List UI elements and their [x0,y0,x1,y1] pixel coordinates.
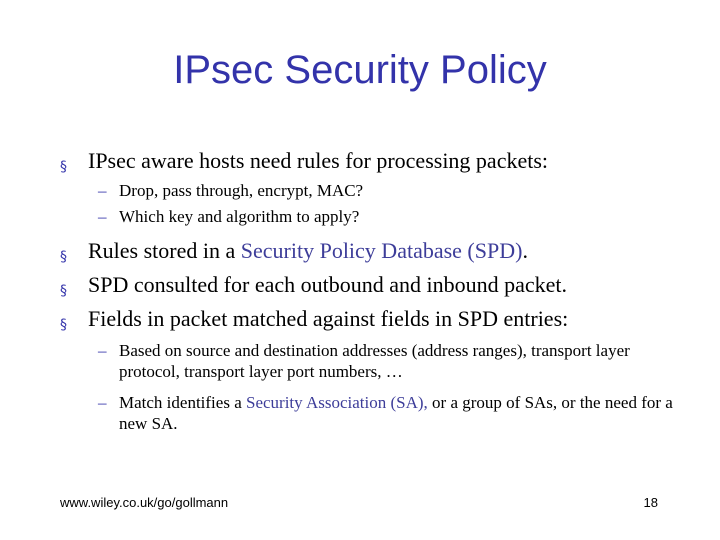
bullet-text [88,238,528,264]
sub-bullet-text-pre: Match identifies a [119,393,246,412]
sub-bullet-mark: – [98,181,107,200]
bullet-text: IPsec aware hosts need rules for processing packets: [88,148,549,173]
sub-bullet-4-1 [98,340,688,382]
sub-bullet-text [119,392,688,434]
spd-highlight: Security Policy Database (SPD) [240,238,523,263]
bullet-text: Fields in packet matched against fields in SPD entries: [88,306,569,331]
sub-bullet-text: Which key and algorithm to apply? [119,207,360,226]
bullet-text: SPD consulted for each outbound and inbound packet. [88,272,568,297]
bullet-mark: § [60,317,67,333]
sub-bullet-1-2 [98,206,688,227]
bullet-text-post: . [522,238,528,263]
bullet-mark: § [60,159,67,175]
sub-bullet-mark: – [98,207,107,226]
slide-title: IPsec Security Policy [173,48,547,92]
sub-bullet-text: Based on source and destination addresses (address ranges), transport layer protocol, transport layer port numbers, … [119,341,630,381]
footer-url: www.wiley.co.uk/go/gollmann [60,495,229,510]
bullet-text-pre: Rules stored in a [88,238,241,263]
sub-bullet-1-1 [98,180,688,201]
sub-bullet-mark: – [98,393,107,412]
sub-bullet-text-post: or a group of SAs, or the need for a new SA. [119,393,673,433]
bullet-mark: § [60,283,67,299]
sub-bullet-4-2 [98,392,688,434]
bullet-mark: § [60,249,67,265]
page-number: 18 [643,495,658,510]
sub-bullet-text: Drop, pass through, encrypt, MAC? [119,181,364,200]
sub-bullet-mark: – [98,341,107,360]
sa-highlight: Security Association (SA), [246,393,428,412]
